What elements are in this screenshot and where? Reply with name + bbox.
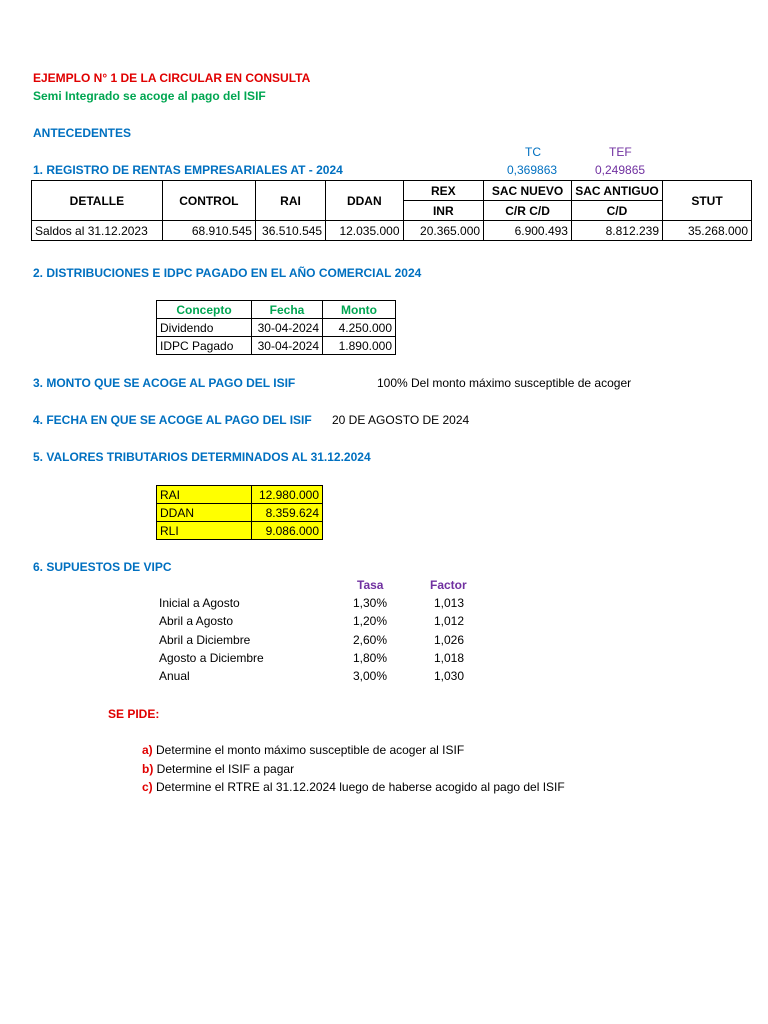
section3-text: Del monto máximo susceptible de acoger bbox=[411, 376, 632, 390]
table-row bbox=[32, 221, 752, 241]
section3-title: 3. MONTO QUE SE ACOGE AL PAGO DEL ISIF bbox=[33, 376, 296, 390]
cell-label: RLI bbox=[157, 522, 252, 540]
cell-sac-nuevo: 6.900.493 bbox=[484, 221, 572, 241]
rentas-table bbox=[31, 180, 752, 241]
item-letter: a) bbox=[142, 743, 153, 757]
vipc-factor: 1,018 bbox=[433, 651, 464, 665]
header-monto: Monto bbox=[323, 301, 396, 319]
list-item bbox=[142, 780, 565, 794]
header-detalle: DETALLE bbox=[32, 181, 163, 221]
table-row bbox=[157, 486, 323, 504]
header-stut: STUT bbox=[663, 181, 752, 221]
cell-ddan: 12.035.000 bbox=[326, 221, 403, 241]
cell-concepto: Dividendo bbox=[157, 319, 252, 337]
header-rex: REX bbox=[403, 181, 484, 201]
vipc-factor: 1,030 bbox=[433, 669, 464, 683]
tc-label: TC bbox=[525, 145, 541, 159]
cell-inr: 20.365.000 bbox=[403, 221, 484, 241]
cell-detalle: Saldos al 31.12.2023 bbox=[32, 221, 163, 241]
cell-label: DDAN bbox=[157, 504, 252, 522]
cell-monto: 1.890.000 bbox=[323, 337, 396, 355]
cell-label: RAI bbox=[157, 486, 252, 504]
vipc-label: Abril a Diciembre bbox=[159, 633, 251, 647]
section5-title: 5. VALORES TRIBUTARIOS DETERMINADOS AL 31.12.2024 bbox=[33, 450, 371, 464]
vipc-tasa: 2,60% bbox=[353, 633, 388, 647]
valores-tributarios-table bbox=[156, 485, 323, 540]
vipc-tasa: 3,00% bbox=[353, 669, 388, 683]
vipc-factor: 1,013 bbox=[433, 596, 464, 610]
cell-sac-antiguo: 8.812.239 bbox=[571, 221, 662, 241]
cell-fecha: 30-04-2024 bbox=[252, 319, 323, 337]
header-fecha: Fecha bbox=[252, 301, 323, 319]
list-item bbox=[142, 743, 464, 757]
vipc-label: Inicial a Agosto bbox=[159, 596, 240, 610]
item-text: Determine el ISIF a pagar bbox=[156, 762, 295, 776]
table-row bbox=[157, 319, 396, 337]
header-sac-nuevo-sub: C/R C/D bbox=[484, 201, 572, 221]
vipc-label: Anual bbox=[159, 669, 190, 683]
factor-label: Factor bbox=[430, 578, 467, 592]
item-letter: c) bbox=[142, 780, 153, 794]
item-text: Determine el RTRE al 31.12.2024 luego de haberse acogido al pago del ISIF bbox=[156, 780, 565, 794]
vipc-factor: 1,012 bbox=[433, 614, 464, 628]
header-sac-antiguo-sub: C/D bbox=[571, 201, 662, 221]
cell-fecha: 30-04-2024 bbox=[252, 337, 323, 355]
cell-rai: 36.510.545 bbox=[255, 221, 325, 241]
item-text: Determine el monto máximo susceptible de acoger al ISIF bbox=[156, 743, 465, 757]
vipc-label: Abril a Agosto bbox=[159, 614, 234, 628]
document-title: EJEMPLO N° 1 DE LA CIRCULAR EN CONSULTA bbox=[33, 71, 311, 85]
header-inr: INR bbox=[403, 201, 484, 221]
section6-title: 6. SUPUESTOS DE VIPC bbox=[33, 560, 172, 574]
header-sac-nuevo: SAC NUEVO bbox=[484, 181, 572, 201]
vipc-tasa: 1,80% bbox=[353, 651, 388, 665]
se-pide-heading: SE PIDE: bbox=[108, 707, 160, 721]
section3-percent: 100% bbox=[377, 376, 408, 390]
antecedentes-heading: ANTECEDENTES bbox=[33, 126, 132, 140]
table-row bbox=[157, 504, 323, 522]
vipc-label: Agosto a Diciembre bbox=[159, 651, 264, 665]
vipc-tasa: 1,20% bbox=[353, 614, 388, 628]
cell-value: 12.980.000 bbox=[252, 486, 323, 504]
header-ddan: DDAN bbox=[326, 181, 403, 221]
table-row bbox=[157, 337, 396, 355]
vipc-factor: 1,026 bbox=[433, 633, 464, 647]
header-concepto: Concepto bbox=[157, 301, 252, 319]
section2-title: 2. DISTRIBUCIONES E IDPC PAGADO EN EL AÑO COMERCIAL 2024 bbox=[33, 266, 422, 280]
distribuciones-table bbox=[156, 300, 396, 355]
tasa-label: Tasa bbox=[357, 578, 384, 592]
document-subtitle: Semi Integrado se acoge al pago del ISIF bbox=[33, 89, 266, 103]
cell-stut: 35.268.000 bbox=[663, 221, 752, 241]
item-letter: b) bbox=[142, 762, 154, 776]
header-rai: RAI bbox=[255, 181, 325, 221]
tef-value: 0,249865 bbox=[595, 163, 646, 177]
section4-title: 4. FECHA EN QUE SE ACOGE AL PAGO DEL ISIF bbox=[33, 413, 312, 427]
vipc-tasa: 1,30% bbox=[353, 596, 388, 610]
tc-value: 0,369863 bbox=[507, 163, 558, 177]
section4-date: 20 DE AGOSTO DE 2024 bbox=[332, 413, 470, 427]
cell-value: 9.086.000 bbox=[252, 522, 323, 540]
list-item bbox=[142, 762, 294, 776]
cell-value: 8.359.624 bbox=[252, 504, 323, 522]
tef-label: TEF bbox=[609, 145, 632, 159]
header-control: CONTROL bbox=[162, 181, 255, 221]
cell-concepto: IDPC Pagado bbox=[157, 337, 252, 355]
table-row bbox=[157, 522, 323, 540]
header-sac-antiguo: SAC ANTIGUO bbox=[571, 181, 662, 201]
cell-control: 68.910.545 bbox=[162, 221, 255, 241]
section1-title: 1. REGISTRO DE RENTAS EMPRESARIALES AT - 2024 bbox=[33, 163, 343, 177]
cell-monto: 4.250.000 bbox=[323, 319, 396, 337]
